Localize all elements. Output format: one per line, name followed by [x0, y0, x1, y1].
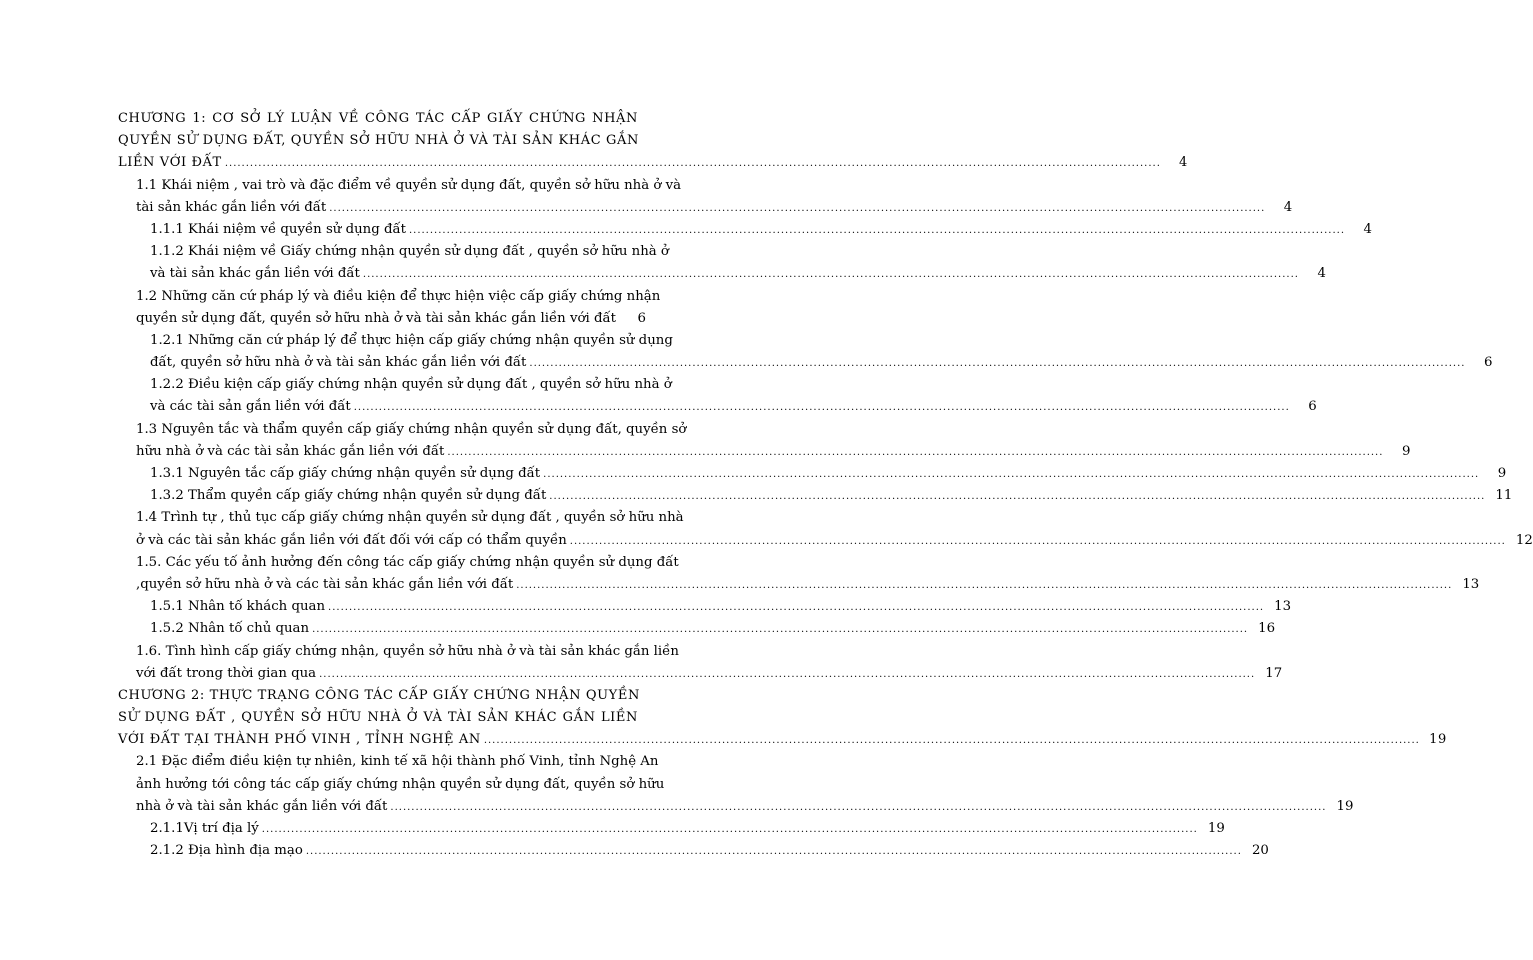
page-number: 4: [1179, 155, 1188, 171]
page-number: 9: [1497, 466, 1507, 481]
toc-line: 1.6. Tình hình cấp giấy chứng nhận, quyền sở hữu nhà ở và tài sản khác gắn liền: [136, 643, 679, 659]
toc-line: 1.2 Những căn cứ pháp lý và điều kiện để thực hiện việc cấp giấy chứng nhận: [136, 288, 661, 304]
toc-entry[interactable]: tài sản khác gắn liền với đất ..... 4: [118, 197, 638, 219]
page-number: 13: [1274, 599, 1292, 615]
page-number: 4: [1363, 221, 1372, 237]
toc-line: 1.2.1 Những căn cứ pháp lý để thực hiện cấp giấy chứng nhận quyền sử dụng: [150, 332, 673, 348]
toc-entry[interactable]: 1.5.1 Nhân tố khách quan ..... 13: [118, 596, 638, 618]
toc-entry[interactable]: hữu nhà ở và các tài sản khác gắn liền với đất ..... 9: [118, 441, 638, 463]
toc-line: 1.5. Các yếu tố ảnh hưởng đến công tác cấp giấy chứng nhận quyền sử dụng đất: [136, 554, 679, 570]
toc-entry[interactable]: nhà ở và tài sản khác gắn liền với đất ..... 19: [118, 796, 638, 818]
toc-entry[interactable]: ở và các tài sản khác gắn liền với đất đối với cấp có thẩm quyền ..... 12: [118, 530, 638, 552]
toc-entry[interactable]: đất, quyền sở hữu nhà ở và tài sản khác gắn liền với đất ..... 6: [118, 352, 638, 374]
toc-entry[interactable]: ,quyền sở hữu nhà ở và các tài sản khác gắn liền với đất ..... 13: [118, 574, 638, 596]
page-number: 6: [1483, 355, 1493, 371]
page-number: 17: [1265, 665, 1283, 681]
toc-entry[interactable]: với đất trong thời gian qua ..... 17: [118, 663, 638, 685]
toc-entry[interactable]: 1.5.2 Nhân tố chủ quan ..... 16: [118, 618, 638, 640]
toc-line: 2.1 Đặc điểm điều kiện tự nhiên, kinh tế xã hội thành phố Vinh, tỉnh Nghệ An: [136, 754, 659, 770]
page-number: 16: [1258, 621, 1276, 637]
toc-entry[interactable]: và tài sản khác gắn liền với đất ..... 4: [118, 263, 638, 285]
toc-line: CHƯƠNG 1: CƠ SỞ LÝ LUẬN VỀ CÔNG TÁC CẤP GIẤY CHỨNG NHẬN: [118, 111, 638, 126]
toc-line: QUYỀN SỬ DỤNG ĐẤT, QUYỀN SỞ HỮU NHÀ Ở VÀ TÀI SẢN KHÁC GẮN: [118, 133, 639, 149]
page-number: 6: [637, 310, 646, 326]
toc-line: 1.1 Khái niệm , vai trò và đặc điểm về quyền sử dụng đất, quyền sở hữu nhà ở và: [136, 177, 682, 193]
toc-line: 1.3 Nguyên tắc và thẩm quyền cấp giấy chứng nhận quyền sử dụng đất, quyền sở: [136, 421, 687, 437]
toc-entry[interactable]: và các tài sản gắn liền với đất ..... 6: [118, 396, 638, 418]
toc-entry[interactable]: 2.1.2 Địa hình địa mạo ..... 20: [118, 840, 638, 862]
toc-line: CHƯƠNG 2: THỰC TRẠNG CÔNG TÁC CẤP GIẤY CHỨNG NHẬN QUYỀN: [118, 687, 640, 703]
page-number: 9: [1401, 443, 1411, 459]
toc-line: 1.4 Trình tự , thủ tục cấp giấy chứng nhận quyền sử dụng đất , quyền sở hữu nhà: [136, 510, 684, 526]
page-number: 20: [1251, 843, 1269, 859]
page-number: 19: [1429, 732, 1447, 748]
page-number: 4: [1283, 199, 1293, 215]
toc-line: ảnh hưởng tới công tác cấp giấy chứng nhận quyền sử dụng đất, quyền sở hữu: [136, 776, 665, 792]
toc-entry[interactable]: 1.3.1 Nguyên tắc cấp giấy chứng nhận quyền sử dụng đất ..... 9: [118, 463, 638, 485]
toc-entry[interactable]: quyền sử dụng đất, quyền sở hữu nhà ở và tài sản khác gắn liền với đất 6: [118, 308, 638, 330]
toc-line: SỬ DỤNG ĐẤT , QUYỀN SỞ HỮU NHÀ Ở VÀ TÀI SẢN KHÁC GẮN LIỀN: [118, 710, 638, 726]
page-number: 4: [1317, 266, 1326, 282]
toc-entry[interactable]: 2.1.1Vị trí địa lý ..... 19: [118, 818, 638, 840]
page-number: 12: [1515, 532, 1533, 548]
page-number: 6: [1308, 399, 1317, 415]
toc-entry[interactable]: 1.3.2 Thẩm quyền cấp giấy chứng nhận quyền sử dụng đất ..... 11: [118, 485, 638, 507]
page-number: 11: [1495, 488, 1513, 504]
page-number: 19: [1207, 821, 1225, 836]
page-number: 19: [1336, 798, 1354, 814]
toc-line: 1.2.2 Điều kiện cấp giấy chứng nhận quyền sử dụng đất , quyền sở hữu nhà ở: [150, 377, 672, 393]
toc-entry[interactable]: VỚI ĐẤT TẠI THÀNH PHỐ VINH , TỈNH NGHỆ AN ..... 19: [118, 729, 638, 751]
table-of-contents: [118, 108, 1533, 862]
toc-entry[interactable]: 1.1.1 Khái niệm về quyền sử dụng đất ..... 4: [118, 219, 638, 241]
page-number: 13: [1462, 576, 1480, 592]
toc-line: 1.1.2 Khái niệm về Giấy chứng nhận quyền sử dụng đất , quyền sở hữu nhà ở: [150, 244, 669, 260]
toc-entry[interactable]: LIỀN VỚI ĐẤT ..... 4: [118, 152, 638, 174]
